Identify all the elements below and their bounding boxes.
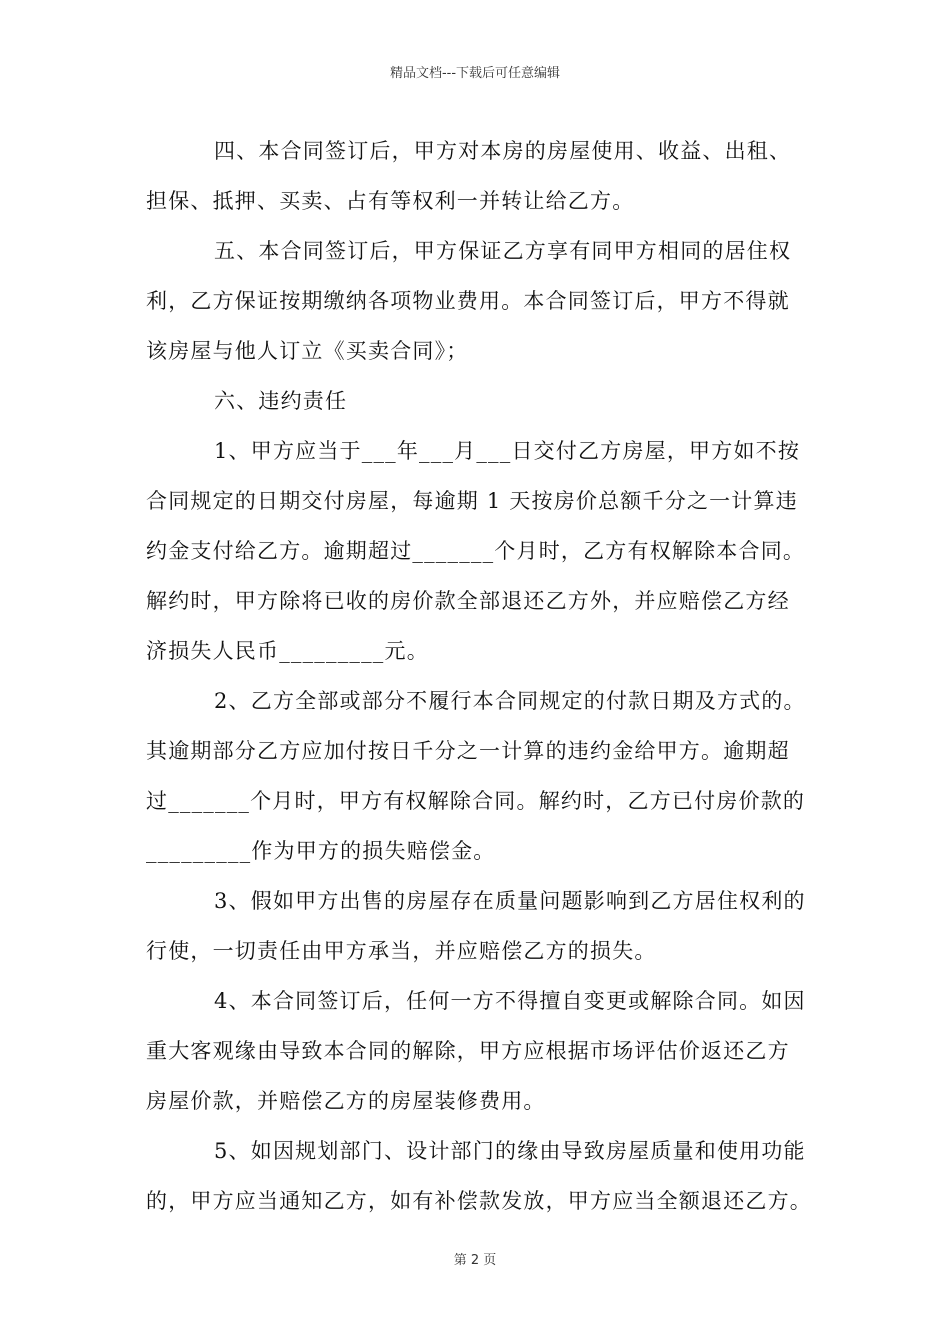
paragraph-line: 的，甲方应当通知乙方，如有补偿款发放，甲方应当全额退还乙方。 [146, 1189, 812, 1213]
paragraph-line: 过_______个月时，甲方有权解除合同。解约时，乙方已付房价款的 [146, 789, 806, 813]
section-heading: 六、违约责任 [214, 389, 348, 413]
paragraph-line: 3、假如甲方出售的房屋存在质量问题影响到乙方居住权利的 [214, 889, 806, 913]
paragraph-line: 合同规定的日期交付房屋，每逾期 1 天按房价总额千分之一计算违 [146, 489, 798, 513]
page-number: 第 2 页 [453, 1253, 497, 1268]
page-header: 精品文档---下载后可任意编辑 [389, 66, 561, 81]
paragraph-line: 五、本合同签订后，甲方保证乙方享有同甲方相同的居住权 [214, 239, 792, 263]
paragraph-line: 房屋价款，并赔偿乙方的房屋装修费用。 [146, 1089, 546, 1113]
paragraph-line: 5、如因规划部门、设计部门的缘由导致房屋质量和使用功能 [214, 1139, 806, 1163]
paragraph-line: _________作为甲方的损失赔偿金。 [146, 839, 496, 863]
paragraph-line: 2、乙方全部或部分不履行本合同规定的付款日期及方式的。 [214, 689, 806, 713]
paragraph-line: 行使，一切责任由甲方承当，并应赔偿乙方的损失。 [146, 939, 657, 963]
paragraph-line: 重大客观缘由导致本合同的解除，甲方应根据市场评估价返还乙方 [146, 1039, 790, 1063]
paragraph-line: 4、本合同签订后，任何一方不得擅自变更或解除合同。如因 [214, 989, 806, 1013]
paragraph-line: 1、甲方应当于___年___月___日交付乙方房屋，甲方如不按 [214, 439, 801, 463]
paragraph-line: 济损失人民币_________元。 [146, 639, 429, 663]
paragraph-line: 该房屋与他人订立《买卖合同》； [146, 339, 469, 363]
paragraph-line: 四、本合同签订后，甲方对本房的房屋使用、收益、出租、 [214, 139, 792, 163]
paragraph-line: 其逾期部分乙方应加付按日千分之一计算的违约金给甲方。逾期超 [146, 739, 790, 763]
paragraph-line: 利，乙方保证按期缴纳各项物业费用。本合同签订后，甲方不得就 [146, 289, 790, 313]
paragraph-line: 解约时，甲方除将已收的房价款全部退还乙方外，并应赔偿乙方经 [146, 589, 790, 613]
paragraph-line: 约金支付给乙方。逾期超过_______个月时，乙方有权解除本合同。 [146, 539, 806, 563]
paragraph-line: 担保、抵押、买卖、占有等权利一并转让给乙方。 [146, 189, 635, 213]
